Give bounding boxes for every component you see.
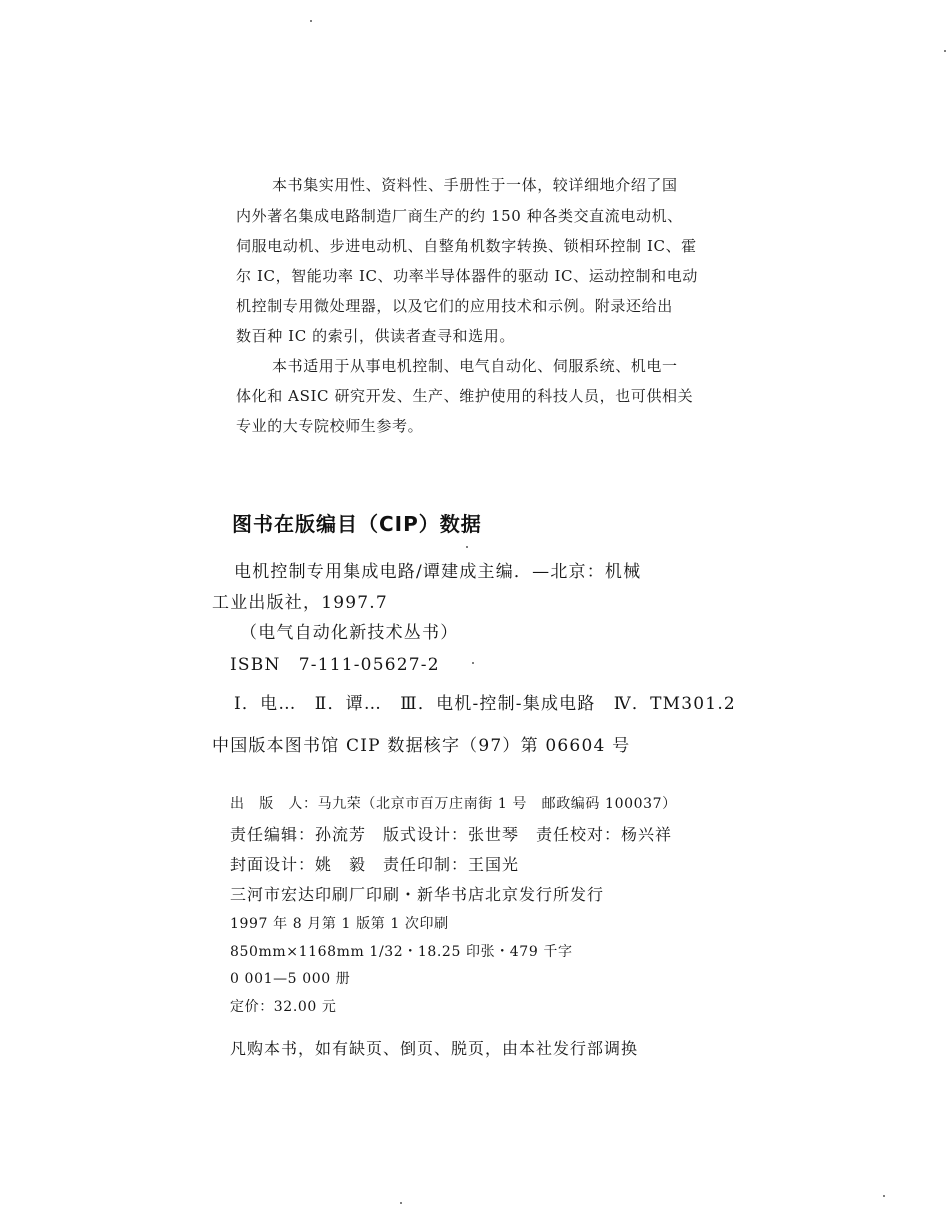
imprint-printer: 三河市宏达印刷厂印刷・新华书店北京发行所发行 (230, 885, 605, 904)
summary-line: 机控制专用微处理器，以及它们的应用技术和示例。附录还给出 (236, 297, 673, 315)
imprint-copies: 0 001—5 000 册 (230, 971, 351, 987)
scan-speck (400, 1202, 402, 1204)
summary-line: 内外著名集成电路制造厂商生产的约 150 种各类交直流电动机、 (236, 207, 683, 225)
summary-line: 伺服电动机、步进电动机、自整角机数字转换、锁相环控制 IC、霍 (236, 237, 697, 255)
cip-entry-line: 电机控制专用集成电路/谭建成主编．—北京：机械 (234, 562, 642, 582)
imprint-publisher: 出 版 人：马九荣（北京市百万庄南街 1 号 邮政编码 100037） (230, 796, 677, 812)
imprint-price: 定价：32.00 元 (230, 999, 337, 1015)
scan-speck (466, 546, 468, 548)
scan-speck (883, 1195, 885, 1197)
summary-line: 数百种 IC 的索引，供读者查寻和选用。 (236, 327, 515, 345)
cip-series: （电气自动化新技术丛书） (240, 623, 459, 643)
summary-line: 尔 IC，智能功率 IC、功率半导体器件的驱动 IC、运动控制和电动 (236, 267, 698, 285)
cip-title: 图书在版编目（CIP）数据 (232, 512, 482, 536)
cip-classification: Ⅰ．电… Ⅱ．谭… Ⅲ．电机-控制-集成电路 Ⅳ．TM301.2 (234, 694, 736, 714)
imprint-format: 850mm×1168mm 1/32・18.25 印张・479 千字 (230, 944, 573, 960)
summary-line: 体化和 ASIC 研究开发、生产、维护使用的科技人员，也可供相关 (236, 387, 694, 405)
scan-speck (472, 662, 474, 664)
scan-speck (944, 50, 946, 52)
imprint-edition: 1997 年 8 月第 1 版第 1 次印刷 (230, 916, 449, 932)
cip-isbn: ISBN 7-111-05627-2 (230, 655, 440, 675)
scan-speck (310, 20, 312, 22)
imprint-editors: 责任编辑：孙流芳 版式设计：张世琴 责任校对：杨兴祥 (230, 825, 673, 844)
imprint-cover: 封面设计：姚 毅 责任印制：王国光 (230, 855, 520, 874)
summary-line: 本书集实用性、资料性、手册性于一体，较详细地介绍了国 (272, 176, 678, 194)
cip-entry-line: 工业出版社，1997.7 (212, 593, 388, 613)
cip-library-number: 中国版本图书馆 CIP 数据核字（97）第 06604 号 (212, 736, 631, 756)
summary-line: 本书适用于从事电机控制、电气自动化、伺服系统、机电一 (272, 357, 678, 375)
imprint-notice: 凡购本书，如有缺页、倒页、脱页，由本社发行部调换 (230, 1039, 639, 1058)
summary-line: 专业的大专院校师生参考。 (236, 417, 424, 435)
